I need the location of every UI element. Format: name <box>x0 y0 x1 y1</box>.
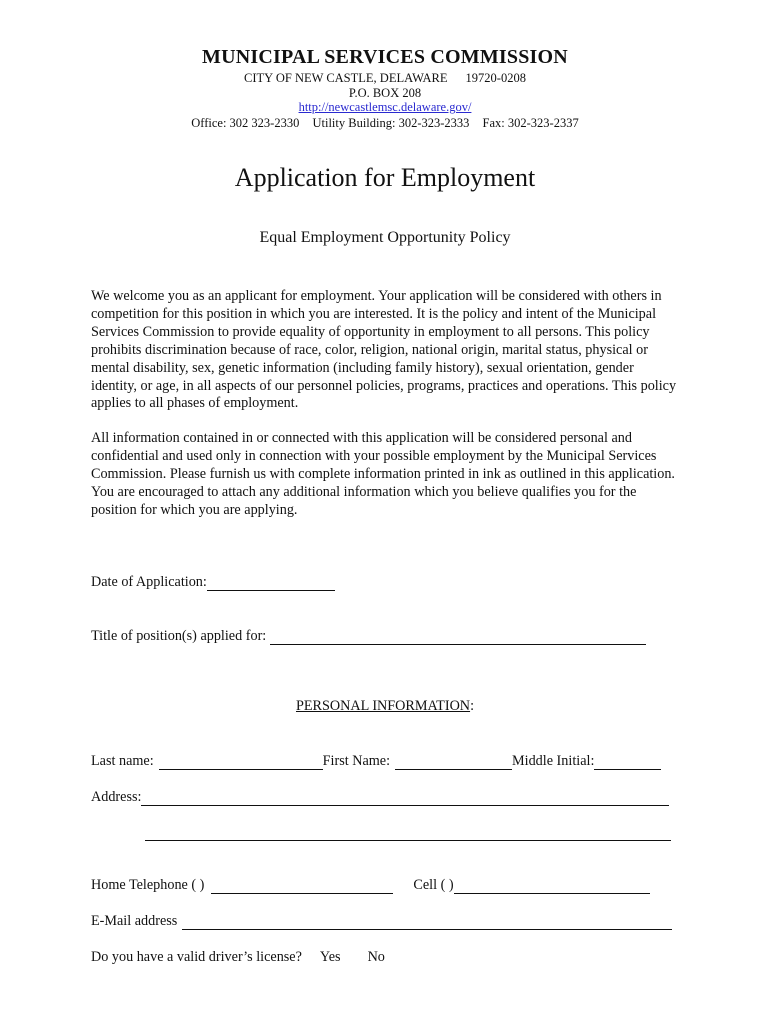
home-phone-field[interactable] <box>211 879 393 894</box>
last-name-field[interactable] <box>159 755 323 770</box>
address-field-1[interactable] <box>141 791 669 806</box>
email-field[interactable] <box>182 915 672 930</box>
fax-number: Fax: 302-323-2337 <box>482 116 579 130</box>
office-phone: Office: 302 323-2330 <box>191 116 300 130</box>
address-row <box>91 788 669 806</box>
personal-info-heading <box>0 698 770 715</box>
address-row-2 <box>145 826 671 841</box>
address-field-2[interactable] <box>145 826 671 841</box>
website-link[interactable]: http://newcastlemsc.delaware.gov/ <box>298 100 472 114</box>
position-row <box>91 627 646 645</box>
contact-line <box>0 116 770 131</box>
date-label: Date of Application: <box>91 574 207 590</box>
email-row <box>91 912 672 930</box>
license-yes-option[interactable]: Yes <box>319 949 341 965</box>
zip-text: 19720-0208 <box>465 71 526 85</box>
middle-initial-field[interactable] <box>594 755 661 770</box>
name-row <box>91 752 661 770</box>
policy-paragraph: We welcome you as an applicant for employment. Your application will be considered with others in competition for this position in which you are interested. It is the policy and intent of the Municipal Services Commission to provide equality of opportunity in employment to all persons. This policy prohibits discrimination because of race, color, religion, national origin, marital status, physical or mental disability, sex, genetic information (including family history), sexual orientation, gender identity, or age, in all aspects of our personnel policies, programs, practices and operations. This policy applies to all phases of employment. <box>91 288 677 412</box>
middle-initial-label: Middle Initial: <box>512 753 595 769</box>
po-box-line: P.O. BOX 208 <box>348 86 422 100</box>
first-name-field[interactable] <box>395 755 512 770</box>
home-phone-label: Home Telephone ( ) <box>91 877 205 893</box>
cell-label: Cell ( ) <box>413 877 454 893</box>
license-no-option[interactable]: No <box>367 949 385 965</box>
address-label: Address: <box>91 789 142 805</box>
city-text: CITY OF NEW CASTLE, DELAWARE <box>244 71 448 85</box>
website-line <box>0 100 770 115</box>
cell-field[interactable] <box>454 879 650 894</box>
date-field[interactable] <box>207 576 335 591</box>
email-label: E-Mail address <box>91 913 178 929</box>
license-row <box>91 948 385 966</box>
personal-info-heading-colon: : <box>470 698 475 714</box>
document-title: Application for Employment <box>234 163 536 192</box>
address-line <box>0 71 770 86</box>
personal-info-heading-text: PERSONAL INFORMATION <box>295 698 471 714</box>
phone-row <box>91 876 650 894</box>
date-row <box>91 573 335 591</box>
position-field[interactable] <box>270 630 646 645</box>
first-name-label: First Name: <box>322 753 391 769</box>
confidentiality-paragraph: All information contained in or connected with this application will be considered personal and confidential and used only in connection with your possible employment by the Municipal Services Commission. Please furnish us with complete information printed in ink as outlined in this application. You are encouraged to attach any additional information which you believe qualifies you for the position for which you are applying. <box>91 430 675 518</box>
policy-title: Equal Employment Opportunity Policy <box>259 229 511 246</box>
position-label: Title of position(s) applied for: <box>91 628 267 644</box>
organization-name: MUNICIPAL SERVICES COMMISSION <box>202 46 568 68</box>
utility-phone: Utility Building: 302-323-2333 <box>312 116 470 130</box>
license-question: Do you have a valid driver’s license? <box>91 949 302 965</box>
last-name-label: Last name: <box>91 753 154 769</box>
